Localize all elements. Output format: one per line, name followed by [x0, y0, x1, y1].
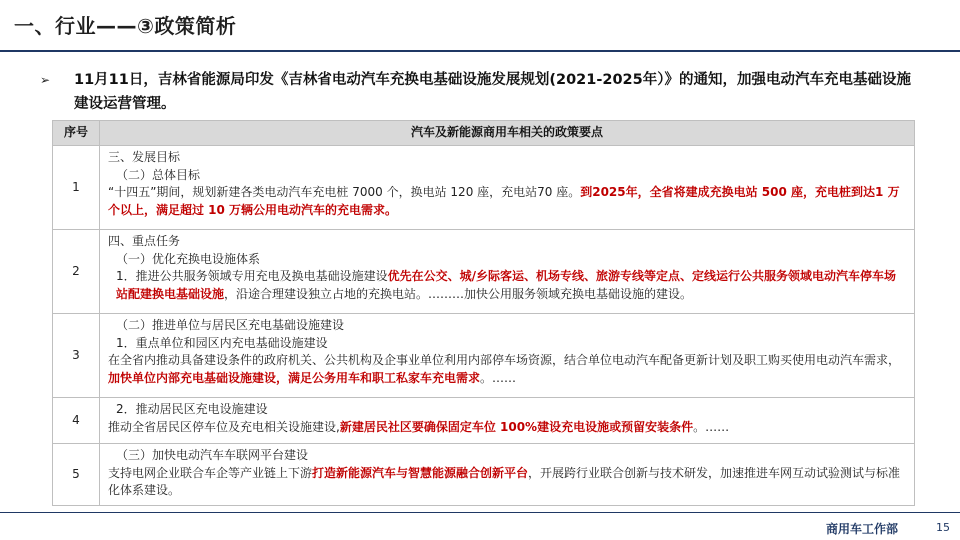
- sub-heading: （二）总体目标: [116, 167, 201, 182]
- row-content: [100, 444, 915, 506]
- section-heading: （三）加快电动汽车车联网平台建设: [116, 448, 309, 462]
- policy-text: [108, 268, 904, 303]
- table-row: [53, 146, 915, 230]
- footer-divider: [0, 512, 960, 513]
- row-number: 5: [53, 444, 100, 506]
- policy-text: [108, 184, 904, 219]
- table-row: [53, 444, 915, 506]
- intro-text: 11月11日，吉林省能源局印发《吉林省电动汽车充换电基础设施发展规划(2021-2025年）》的通知，加强电动汽车充电基础设施建设运营管理。: [74, 72, 911, 112]
- section-heading: （二）推进单位与居民区充电基础设施建设: [116, 318, 345, 332]
- title-divider: [0, 50, 960, 52]
- policy-text-normal: 在全省内推动具备建设条件的政府机关、公共机构及企事业单位利用内部停车场资源，结合单位电动汽车配备更新计划及职工购买使用电动汽车需求，: [108, 353, 901, 367]
- table-row: [53, 398, 915, 444]
- policy-text-normal: “十四五”期间，规划新建各类电动汽车充电桩 7000 个，换电站 120 座，充电站70 座。: [108, 185, 581, 199]
- policy-text-highlight: 打造新能源汽车与智慧能源融合创新平台: [312, 465, 529, 480]
- policy-text-normal: ，开展跨行业联合创新与技术研发，加速推进车网互动试验测试与标准化体系建设。: [108, 465, 901, 497]
- section-heading: 四、重点任务: [108, 234, 181, 248]
- policy-text: [108, 465, 904, 500]
- row-number: 2: [53, 230, 100, 314]
- row-content: [100, 314, 915, 398]
- table-header-row: [53, 121, 915, 146]
- row-number: 3: [53, 314, 100, 398]
- page-number: 15: [936, 521, 950, 534]
- table-row: [53, 230, 915, 314]
- policy-text-normal: 支持电网企业联合车企等产业链上下游: [108, 465, 313, 480]
- policy-text-highlight: 到2025年，全省将建成充换电站 500 座，充电桩到达1 万个以上，满足超过 10 万辆公用电动汽车的充电需求。: [108, 185, 900, 217]
- arrow-bullet-icon: ➢: [40, 73, 51, 87]
- policy-text-normal: 推动全省居民区停车位及充电相关设施建设,: [108, 419, 340, 434]
- policy-text-normal: ，沿途合理建设独立占地的充换电站。………加快公用服务领域充换电基础设施的建设。: [224, 286, 693, 301]
- page-title: 一、行业——③政策简析: [14, 14, 237, 38]
- row-number: 1: [53, 146, 100, 230]
- section-heading: 2．推动居民区充电设施建设: [116, 402, 268, 416]
- row-content: [100, 398, 915, 444]
- policy-table: [52, 120, 915, 506]
- policy-text: [108, 419, 904, 437]
- policy-text-highlight: 加快单位内部充电基础设施建设，满足公务用车和职工私家车充电需求: [108, 370, 481, 385]
- policy-text-normal: 。……: [693, 419, 730, 434]
- section-heading: 三、发展目标: [108, 150, 181, 164]
- policy-text-normal: 。……: [480, 370, 517, 385]
- policy-text-highlight: 新建居民社区要确保固定车位 100%建设充电设施或预留安装条件: [339, 419, 694, 434]
- row-content: [100, 146, 915, 230]
- table-row: [53, 314, 915, 398]
- policy-text-normal: 1．推进公共服务领域专用充电及换电基础设施建设: [116, 269, 388, 283]
- sub-heading: 1．重点单位和园区内充电基础设施建设: [116, 335, 328, 350]
- footer-department: 商用车工作部: [826, 522, 899, 536]
- row-content: [100, 230, 915, 314]
- row-number: 4: [53, 398, 100, 444]
- policy-text: [108, 352, 904, 387]
- header-no: 序号: [53, 121, 100, 146]
- sub-heading: （一）优化充换电设施体系: [116, 251, 261, 266]
- header-content: 汽车及新能源商用车相关的政策要点: [100, 121, 915, 146]
- intro-paragraph: [40, 68, 920, 116]
- policy-text-highlight: 优先在公交、城/乡际客运、机场专线、旅游专线等定点、定线运行公共服务领域电动汽车停车场站配建换电基础设施: [116, 269, 897, 301]
